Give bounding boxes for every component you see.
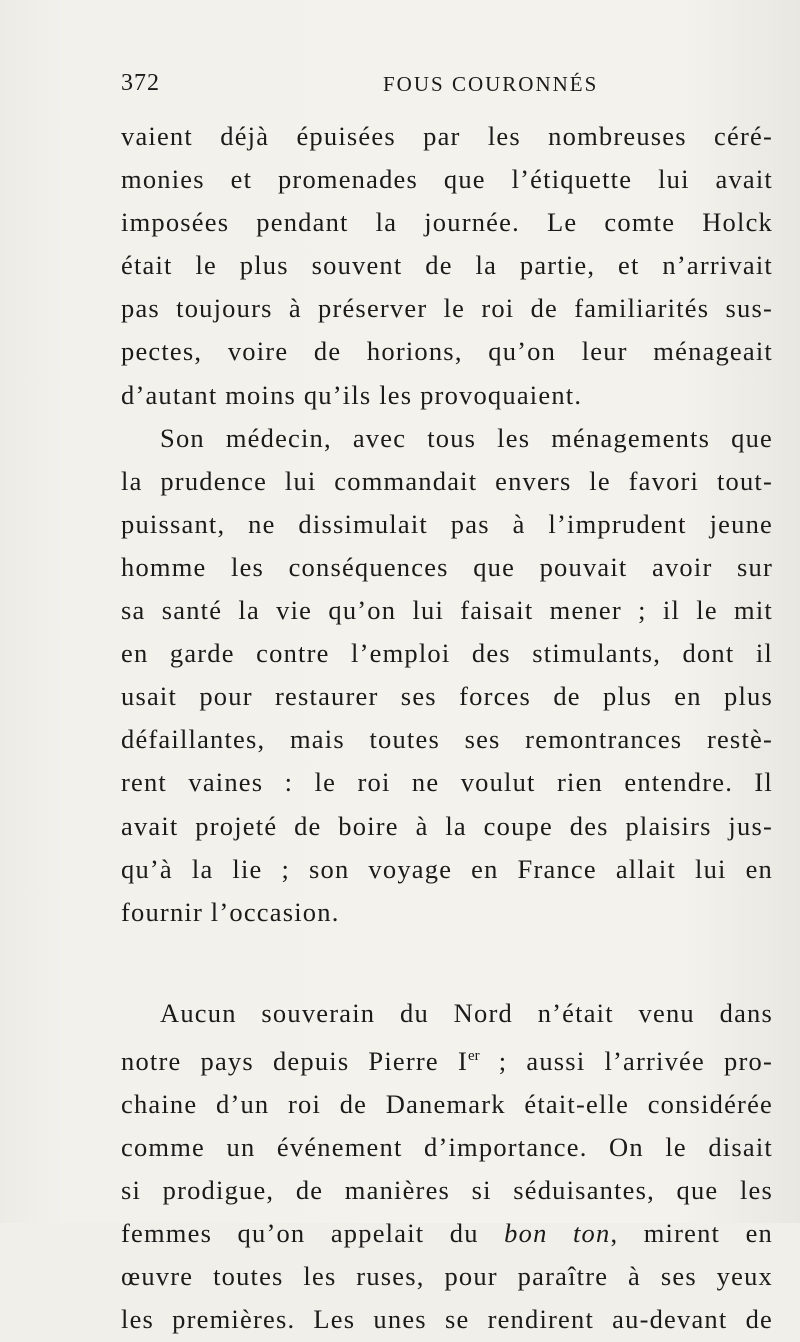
text-line: d’autant moins qu’ils les provoquaient.: [121, 379, 583, 410]
text-line: œuvre toutes les ruses, pour paraître à ses yeux: [121, 1261, 773, 1292]
text-fragment: femmes qu’on appelait du: [121, 1218, 479, 1249]
text-line: comme un événement d’importance. On le disait: [121, 1132, 773, 1163]
text-line: imposées pendant la journée. Le comte Holck: [121, 207, 773, 238]
text-line: qu’à la lie ; son voyage en France allait lui en: [121, 853, 773, 884]
paragraph-2: [121, 417, 773, 934]
text-line: usait pour restaurer ses forces de plus en plus: [121, 681, 773, 712]
text-line: pectes, voire de horions, qu’on leur ménageait: [121, 336, 773, 367]
text-fragment: ; aussi l’arrivée pro-: [498, 1045, 774, 1076]
italic-phrase: bon ton: [504, 1218, 611, 1249]
paragraph-3: [121, 992, 773, 1342]
text-line: était le plus souvent de la partie, et n’arrivait: [121, 250, 773, 281]
text-line: pas toujours à préserver le roi de familiarités sus-: [121, 293, 773, 324]
text-line: vaient déjà épuisées par les nombreuses céré-: [121, 121, 773, 151]
text-line: avait projeté de boire à la coupe des plaisirs jus-: [121, 810, 773, 841]
running-head: [121, 70, 681, 100]
running-title: FOUS COURONNÉS: [383, 72, 599, 96]
text-line: défaillantes, mais toutes ses remontrances restè-: [121, 724, 773, 755]
text-line: [121, 1212, 773, 1255]
body-text: [121, 115, 773, 1342]
text-line: sa santé la vie qu’on lui faisait mener ; il le mit: [121, 595, 773, 626]
text-line: chaine d’un roi de Danemark était-elle considérée: [121, 1088, 773, 1119]
paragraph-1: [121, 115, 773, 417]
text-line: homme les conséquences que pouvait avoir sur: [121, 551, 773, 582]
text-fragment: , mirent en: [610, 1218, 774, 1249]
text-line: [121, 1035, 773, 1083]
text-line: Son médecin, avec tous les ménagements que: [160, 422, 773, 453]
text-fragment: notre pays depuis Pierre: [121, 1045, 439, 1076]
text-line: si prodigue, de manières si séduisantes, que les: [121, 1175, 773, 1206]
superscript-er: er: [468, 1047, 480, 1064]
regnal-numeral: I: [457, 1045, 469, 1076]
page-number: 372: [121, 70, 160, 96]
text-line: Aucun souverain du Nord n’était venu dans: [160, 997, 773, 1028]
text-line: puissant, ne dissimulait pas à l’imprudent jeune: [121, 508, 773, 539]
text-line: monies et promenades que l’étiquette lui avait: [121, 164, 773, 195]
text-line: la prudence lui commandait envers le favori tout-: [121, 465, 773, 496]
text-line: les premières. Les unes se rendirent au-devant de: [121, 1304, 773, 1335]
text-line: en garde contre l’emploi des stimulants, dont il: [121, 638, 773, 669]
text-line: fournir l’occasion.: [121, 896, 340, 927]
section-break: [121, 934, 773, 992]
text-line: rent vaines : le roi ne voulut rien entendre. Il: [121, 767, 773, 798]
